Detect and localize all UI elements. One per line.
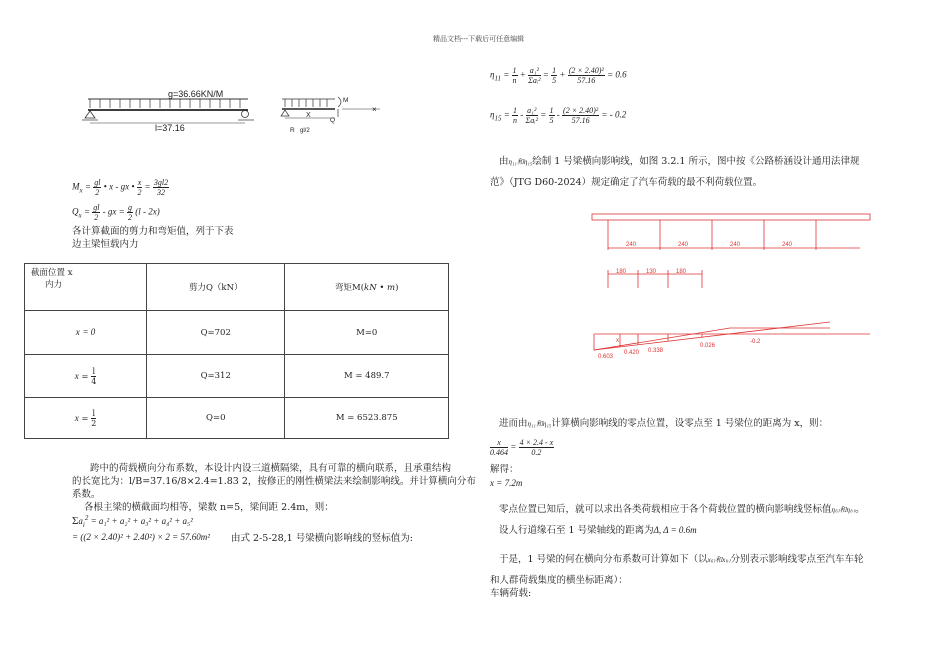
solve-label: 解得： [490, 464, 519, 475]
table-intro: 各计算截面的剪力和弯矩值，列于下表 [72, 226, 234, 237]
dim-mid-1: 180 [616, 269, 627, 275]
beam-load-diagram [80, 85, 380, 145]
para-result-2: 和人群荷载集度的横坐标距离）： [490, 575, 628, 586]
table-row: x = $\frac{l}{2}$ Q=0 M = 6523.875 [25, 398, 449, 439]
para-distribution-3: 系数。 [72, 489, 101, 500]
para-vehicle: 车辆荷载: [490, 588, 532, 599]
dim-top-3: 240 [730, 242, 741, 248]
page-header: 精品文档---下载后可任意编辑 [433, 35, 525, 43]
table-head-moment: 弯矩M(kN • m) [285, 264, 449, 311]
moment-label: M [343, 97, 349, 104]
influence-line-figure [590, 210, 890, 360]
table-head-shear: 剪力Q（kN） [147, 264, 285, 311]
table-row: x = $\frac{l}{4}$ Q=312 M = 489.7 [25, 355, 449, 398]
para-curb: 设人行道缘石至 1 号梁轴线的距离为Δ, Δ = 0.6m [499, 525, 697, 536]
para-distribution-4: 各根主梁的横截面均相等，梁数 n=5，梁间距 2.4m，则： [84, 502, 334, 513]
para-result-1: 于是，1 号梁的何在横向分布系数可计算如下（以x₍ᵢ₎和x₍ᵣ₎分别表示影响线零点至汽车车轮 [499, 554, 864, 565]
val-1: 0.603 [598, 354, 614, 360]
reaction-label: R [290, 127, 295, 134]
para-distribution-1: 跨中的荷载横向分布系数，本设计内设三道横隔梁，具有可靠的横向联系，且承重结构 [90, 463, 452, 474]
formula-shear: $Q_x$ = $\frac{gl}{2}$ - gx = $\frac{g}{2}$ (l - 2x) [72, 203, 160, 222]
solve-result: x = 7.2m [490, 478, 523, 488]
para-eq-ref: 由式 2-5-28,1 号梁横向影响线的竖标值为: [231, 533, 413, 544]
val-3: 0.338 [648, 348, 664, 354]
svg-text:×: × [372, 105, 377, 114]
span-label: l=37.16 [155, 123, 185, 133]
para-zero: 进而由η₁₁和η₁₅计算横向影响线的零点位置，设零点至 1 号梁位的距离为 x，则： [499, 418, 829, 429]
eta-11-formula: $\eta_{11}$ = $\frac{1}{n}$ + $\frac{\text{a₁²}}{\text{Σaᵢ²}}$ = $\frac{1}{5}$ + $\frac{\text{(2 × 2.40)²}}{57.16}$ = 0.6 [490, 66, 627, 85]
para-draw-1: 由η₁₁和η₁₅绘制 1 号梁横向影响线，如图 3.2.1 所示，图中按《公路桥涵设计通用法律规 [499, 156, 860, 167]
dim-top-1: 240 [626, 242, 637, 248]
eta-15-formula: $\eta_{15}$ = $\frac{1}{n}$ - $\frac{\text{a₁²}}{\text{Σaᵢ²}}$ = $\frac{1}{5}$ - $\frac{\text{(2 × 2.40)²}}{57.16}$ = - 0.2 [490, 106, 627, 125]
dim-top-4: 240 [782, 242, 793, 248]
para-draw-2: 范》（JTG D60-2024）规定确定了汽车荷载的最不利荷载位置。 [490, 177, 763, 188]
x-label: X [306, 112, 311, 119]
table-head-position: 截面位置 x 内力 [25, 264, 147, 311]
val-2: 0.420 [624, 350, 640, 356]
load-label: g=36.66KN/M [168, 89, 224, 99]
table-row: x = 0 Q=702 M=0 [25, 311, 449, 355]
shear-label: Q [330, 117, 336, 124]
table-caption: 边主梁恒载内力 [72, 239, 139, 250]
para-zero-known: 零点位置已知后，就可以求出各类荷载相应于各个荷载位置的横向影响线竖标值η₍ᵢ₎和η₍ᵣ₎。 [499, 504, 865, 515]
formula-moment: $M_x$ = $\frac{gl}{2}$ • x - gx • $\frac{x}{2}$ = $\frac{3gl2}{32}$ [72, 178, 169, 197]
val-4: 0.026 [700, 343, 716, 349]
sum-formula: $\Sigma a_i^2 = a_1^2 + a_2^2 + a_3^2 + a_4^2 + a_5^2$ [72, 514, 193, 529]
reaction-value: gl/2 [300, 128, 310, 134]
dim-top-2: 240 [678, 242, 689, 248]
para-distribution-2: 的长宽比为：l/B=37.16/8×2.4=1.83 2，按修正的刚性横梁法来绘制影响线。并计算横向分布 [72, 476, 476, 487]
val-5: -0.2 [750, 339, 761, 345]
small-x: x [616, 338, 619, 344]
internal-force-table [24, 263, 449, 439]
dim-mid-3: 180 [676, 269, 687, 275]
zero-equation: $\frac{x}{0.464}$ = $\frac{4 \times 2.4 - x}{0.2}$ [490, 438, 554, 457]
dim-mid-2: 130 [646, 269, 657, 275]
sum-result: = ((2 × 2.40)² + 2.40²) × 2 = 57.60m² [72, 532, 210, 542]
